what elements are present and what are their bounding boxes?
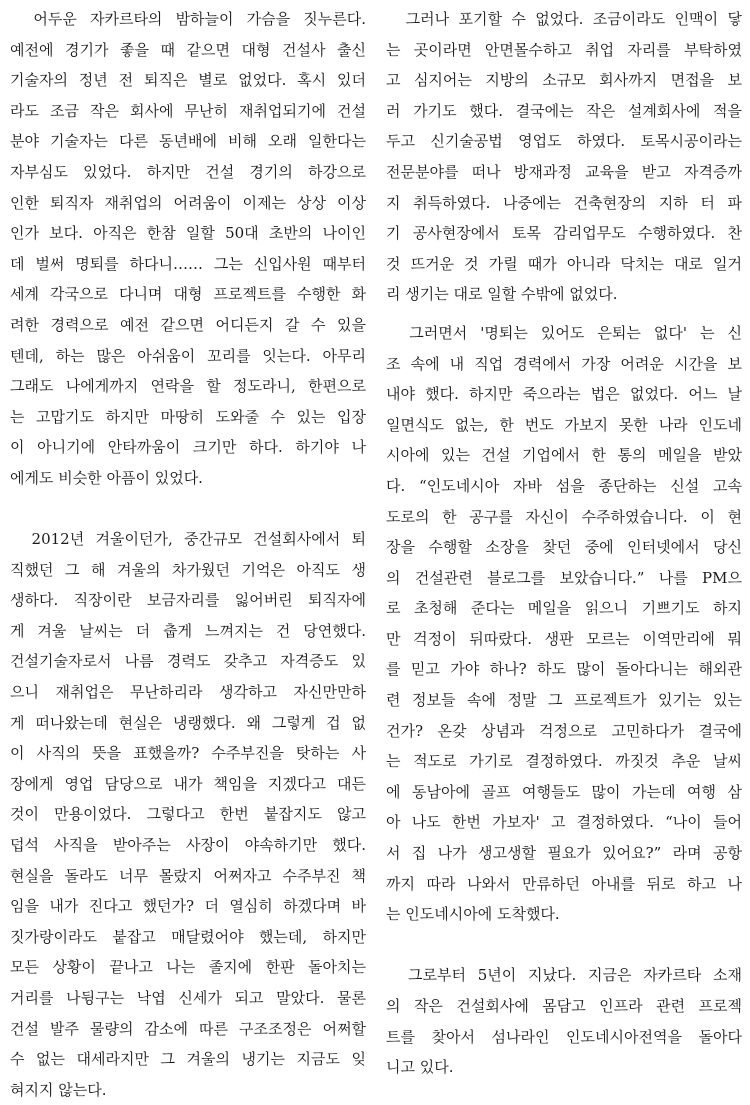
text-line: 라도 조금 작은 회사에 무난히 재취업되기에 건설 xyxy=(10,101,366,120)
text-line: 를 믿고 가야 하나? 하도 많이 돌아다니는 해외관 xyxy=(386,660,742,679)
paragraph xyxy=(386,960,742,1082)
text-line: 건설 발주 물량의 감소에 따른 구조조정은 어쩌할 xyxy=(10,1019,366,1038)
text-line: 다. “인도네시아 자바 섬을 종단하는 신설 고속 xyxy=(386,476,742,495)
text-line: 생하다. 직장이란 보금자리를 잃어버린 퇴직자에 xyxy=(10,591,366,610)
text-line: 예전에 경기가 좋을 때 같으면 대형 건설사 출신 xyxy=(10,40,366,59)
text-line: 는 곳이라면 안면몰수하고 취업 자리를 부탁하였 xyxy=(386,40,742,59)
text-line: 조 속에 내 직업 경력에서 가장 어려운 시간을 보 xyxy=(386,354,742,373)
text-line: 의 건설관련 블로그를 보았습니다.” 나를 PM으 xyxy=(386,568,742,587)
text-line: 로 초청해 준다는 메일을 읽으니 기쁘기도 하지 xyxy=(386,599,742,618)
text-line: 건설기술자로서 나름 경력도 갖추고 자격증도 있 xyxy=(10,652,366,671)
text-line: 인한 퇴직자 재취업의 어려움이 이제는 상상 이상 xyxy=(10,193,366,212)
paragraph-spacer xyxy=(386,930,742,961)
text-line: 만 걱정이 뒤따랐다. 생판 모르는 이역만리에 뭐 xyxy=(386,629,742,648)
text-line: 2012년 겨울이던가, 중간규모 건설회사에서 퇴 xyxy=(10,530,366,549)
text-line: 기 공사현장에서 토목 감리업무도 수행하였다. 찬 xyxy=(386,224,742,243)
text-line: 에게도 비슷한 아픔이 있었다. xyxy=(10,468,203,487)
text-line: 도로의 한 공구를 자신이 수주하였습니다. 이 현 xyxy=(386,507,742,526)
text-line: 는 고맙기도 하지만 마땅히 도와줄 수 있는 입장 xyxy=(10,407,366,426)
text-line: 직했던 그 해 겨울의 차가웠던 기억은 아직도 생 xyxy=(10,560,366,579)
text-line: 인가 보다. 아직은 한참 일할 50대 초반의 나이인 xyxy=(10,224,366,243)
text-line: 덥석 사직을 받아주는 사장이 야속하기만 했다. xyxy=(10,836,366,855)
left-column xyxy=(10,4,366,1105)
text-line: 니고 있다. xyxy=(386,1058,454,1077)
text-line: 의 작은 건설회사에 몸담고 인프라 관련 프로젝 xyxy=(386,997,742,1015)
text-line: 짓가랑이라도 붙잡고 매달렸어야 했는데, 하지만 xyxy=(10,927,366,946)
text-line: 는 인도네시아에 도착했다. xyxy=(386,905,560,924)
text-line: 현실을 돌라도 너무 몰랐지 어쩌자고 수주부진 책 xyxy=(10,866,366,885)
text-line: 그로부터 5년이 지났다. 지금은 자카르타 소재 xyxy=(386,966,742,985)
paragraph xyxy=(10,524,366,1105)
text-line: 서 집 나가 생고생할 필요가 있어요?” 라며 공항 xyxy=(386,844,742,863)
text-line: 그러나 포기할 수 없었다. 조금이라도 인맥이 닿 xyxy=(386,10,742,28)
text-line: 게 떠나왔는데 현실은 냉랭했다. 왜 그렇게 겁 없 xyxy=(10,713,366,732)
text-line: 자부심도 있었다. 하지만 건설 경기의 하강으로 xyxy=(10,162,366,181)
text-line: 임을 내가 진다고 했던가? 더 열심히 하겠다며 바 xyxy=(10,897,366,916)
right-column xyxy=(386,4,742,1083)
text-line: 게 겨울 날씨는 더 춥게 느껴지는 건 당연했다. xyxy=(10,621,366,640)
text-line: 장에게 영업 담당으로 내가 책임을 지겠다고 대든 xyxy=(10,774,366,793)
text-line: 이 사직의 뜻을 표했을까? 수주부진을 탓하는 사 xyxy=(10,744,366,763)
text-line: 려한 경력으로 예전 같으면 어디든지 갈 수 있을 xyxy=(10,315,366,334)
paragraph xyxy=(386,318,742,930)
text-line: 세계 각국으로 다니며 대형 프로젝트를 수행한 화 xyxy=(10,285,366,304)
text-line: 전문분야를 떠나 방재과정 교육을 받고 자격증까 xyxy=(386,162,742,181)
text-line: 어두운 자카르타의 밤하늘이 가슴을 짓누른다. xyxy=(10,10,366,28)
text-line: 까지 따라 나와서 만류하던 아내를 뒤로 하고 나 xyxy=(386,874,742,893)
text-line: 으니 재취업은 무난하리라 생각하고 자신만만하 xyxy=(10,683,366,702)
text-line: 지 취득하였다. 나중에는 건축현장의 지하 터 파 xyxy=(386,193,742,212)
text-line: 그래도 나에게까지 연락을 할 정도라니, 한편으로 xyxy=(10,377,366,396)
text-line: 이 아니기에 안타까움이 크기만 하다. 하기야 나 xyxy=(10,438,366,457)
text-line: 에 동남아에 골프 여행들도 많이 가는데 여행 삼 xyxy=(386,782,742,801)
paragraph-spacer xyxy=(10,494,366,525)
text-line: 두고 신기술공법 영업도 하였다. 토목시공이라는 xyxy=(386,132,742,151)
text-line: 텐데, 하는 많은 아쉬움이 꼬리를 잇는다. 아무리 xyxy=(10,346,366,365)
text-line: 트를 찾아서 섬나라인 인도네시아전역을 돌아다 xyxy=(386,1027,742,1046)
text-line: 것 뜨거운 것 가릴 때가 아니라 닥치는 대로 일거 xyxy=(386,254,742,273)
text-line: 일면식도 없는, 한 번도 가보지 못한 나라 인도네 xyxy=(386,415,742,434)
text-line: 고 심지어는 지방의 소규모 회사까지 면접을 보 xyxy=(386,71,742,90)
text-line: 건가? 온갖 상념과 걱정으로 고민하다가 결국에 xyxy=(386,721,742,740)
text-line: 분야 기술자는 다른 동년배에 비해 오래 일한다는 xyxy=(10,132,366,151)
text-line: 그러면서 '명퇴는 있어도 은퇴는 없다' 는 신 xyxy=(386,323,742,342)
text-line: 수 없는 대세라지만 그 겨울의 냉기는 지금도 잊 xyxy=(10,1050,366,1069)
text-line: 시아에 있는 건설 기업에서 한 통의 메일을 받았 xyxy=(386,446,742,465)
paragraph-spacer xyxy=(386,310,742,318)
text-line: 모든 상황이 끝나고 나는 졸지에 한판 돌아치는 xyxy=(10,958,366,977)
text-line: 거리를 나뒹구는 낙엽 신세가 되고 말았다. 물론 xyxy=(10,989,366,1007)
text-line: 는 적도로 가기로 결정하였다. 까짓것 추운 날씨 xyxy=(386,752,742,771)
text-line: 내야 했다. 하지만 죽으라는 법은 없었다. 어느 날 xyxy=(386,385,742,404)
text-line: 련 정보들 속에 정말 그 프로젝트가 있기는 있는 xyxy=(386,691,742,710)
text-line: 데 벌써 명퇴를 하다니…… 그는 신입사원 때부터 xyxy=(10,254,366,273)
text-line: 장을 수행할 소장을 찾던 중에 인터넷에서 당신 xyxy=(386,538,742,557)
paragraph xyxy=(10,4,366,494)
text-line: 기술자의 정년 전 퇴직은 별로 없었다. 혹시 있더 xyxy=(10,71,366,90)
text-line: 것이 만용이었다. 그렇다고 한번 붙잡지도 않고 xyxy=(10,805,366,824)
text-line: 아 나도 한번 가보자' 고 결정하였다. “나이 들어 xyxy=(386,813,742,832)
text-line: 혀지지 않는다. xyxy=(10,1080,107,1099)
text-line: 리 생기는 대로 일할 수밖에 없었다. xyxy=(386,285,618,304)
text-line: 러 가기도 했다. 결국에는 작은 설계회사에 적을 xyxy=(386,101,742,120)
paragraph xyxy=(386,4,742,310)
